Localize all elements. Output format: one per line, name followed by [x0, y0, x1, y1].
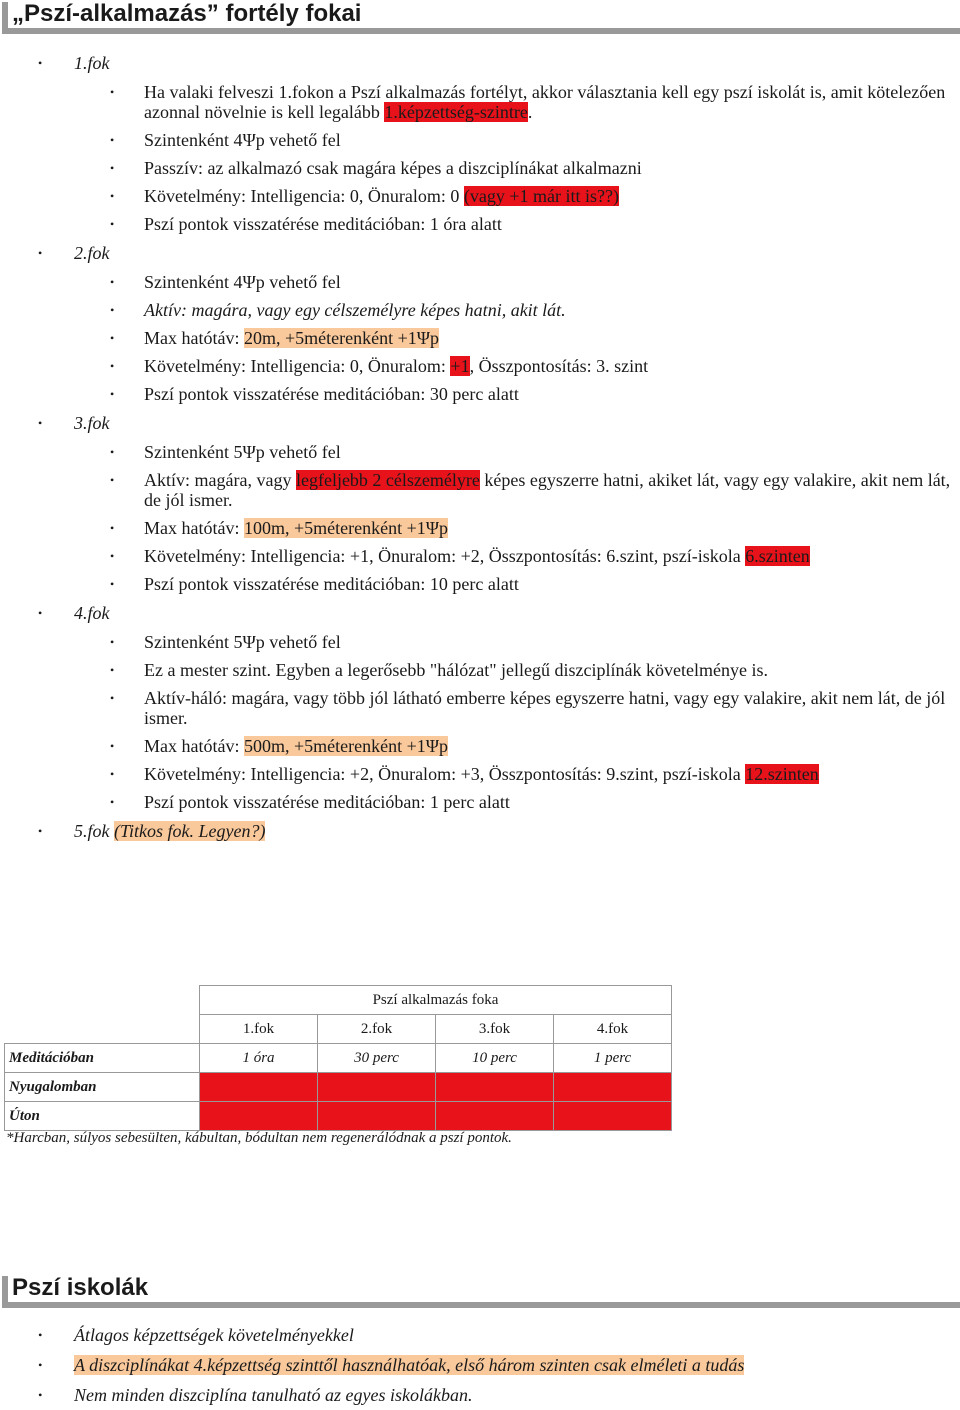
section-title: „Pszí-alkalmazás” fortély fokai [12, 0, 362, 27]
level-details [144, 268, 960, 408]
column-header: 3.fok [436, 1015, 554, 1044]
text-segment: Szintenként 5Ψp vehető fel [144, 442, 341, 462]
detail-item [144, 570, 960, 598]
text-segment: Pszí pontok visszatérése meditációban: 1 óra alatt [144, 214, 502, 234]
detail-item [144, 684, 960, 732]
detail-item [144, 628, 960, 656]
level-label [74, 238, 960, 268]
text-segment: Ha valaki felveszi 1.fokon a Pszí alkalmazás fortélyt, akkor választania kell egy pszí iskolát is, amit kötelezően azonnal növelnie is kell legalább [144, 82, 946, 122]
detail-item [144, 514, 960, 542]
text-segment: Aktív: magára, vagy egy célszemélyre képes hatni, akit lát. [144, 300, 566, 320]
row-label: Meditációban [5, 1044, 200, 1073]
table-cell [200, 1102, 318, 1131]
detail-item [144, 732, 960, 760]
text-segment: Passzív: az alkalmazó csak magára képes a diszciplínákat alkalmazni [144, 158, 642, 178]
row-label: Nyugalomban [5, 1073, 200, 1102]
school-item [0, 1380, 960, 1410]
detail-item [144, 296, 960, 324]
detail-item [144, 466, 960, 514]
table-cell: 1 óra [200, 1044, 318, 1073]
table-cell [554, 1073, 672, 1102]
text-segment: Max hatótáv: [144, 518, 244, 538]
header-underline [2, 28, 960, 34]
column-header: 2.fok [318, 1015, 436, 1044]
highlight-red: +1 [450, 356, 470, 376]
header-underline [2, 1302, 960, 1308]
level-name: 2.fok [74, 243, 110, 263]
column-header: 4.fok [554, 1015, 672, 1044]
highlight-red: 6.szinten [745, 546, 810, 566]
text-segment: Aktív: magára, vagy [144, 470, 296, 490]
text-segment: Ez a mester szint. Egyben a legerősebb "hálózat" jellegű diszciplínák követelménye is. [144, 660, 768, 680]
level-details [144, 438, 960, 598]
text-segment: Pszí pontok visszatérése meditációban: 1 perc alatt [144, 792, 510, 812]
level-item [0, 816, 960, 846]
level-label [74, 48, 960, 78]
highlight-orange: 500m, +5méterenként +1Ψp [243, 736, 449, 756]
level-details [144, 628, 960, 816]
table-cell: 30 perc [318, 1044, 436, 1073]
text-segment: Pszí pontok visszatérése meditációban: 10 perc alatt [144, 574, 519, 594]
detail-item [144, 154, 960, 182]
highlight-orange: 20m, +5méterenként +1Ψp [243, 328, 440, 348]
text-segment: képes egyszerre hatni, akiket lát, vagy egy valakire, akit nem lát, de jól ismer. [144, 470, 951, 510]
text-segment: Szintenként 4Ψp vehető fel [144, 272, 341, 292]
detail-item [144, 438, 960, 466]
highlight-orange: 100m, +5méterenként +1Ψp [243, 518, 449, 538]
level-name: 4.fok [74, 603, 110, 623]
text-segment: Max hatótáv: [144, 328, 244, 348]
text-segment: Nem minden diszciplína tanulható az egyes iskolákban. [74, 1385, 473, 1405]
section-title-2: Pszí iskolák [12, 1274, 149, 1301]
text-segment: Átlagos képzettségek követelményekkel [74, 1325, 354, 1345]
table-cell [554, 1102, 672, 1131]
regen-table [4, 985, 672, 1131]
school-item [0, 1320, 960, 1350]
detail-item [144, 324, 960, 352]
text-segment: Követelmény: Intelligencia: 0, Önuralom: 0 [144, 186, 464, 206]
table-cell: 1 perc [554, 1044, 672, 1073]
highlight-red: 1.képzettség-szintre [384, 102, 528, 122]
table-cell [200, 1073, 318, 1102]
detail-item [144, 380, 960, 408]
detail-item [144, 656, 960, 684]
level-item [0, 598, 960, 816]
level-suffix: (Titkos fok. Legyen?) [114, 821, 266, 841]
table-row [5, 1073, 672, 1102]
highlight-red: (vagy +1 már itt is??) [463, 186, 620, 206]
level-label [74, 816, 960, 846]
text-segment: Szintenként 5Ψp vehető fel [144, 632, 341, 652]
section-header [0, 0, 960, 34]
table-header-row [5, 1015, 672, 1044]
school-list [0, 1320, 960, 1410]
table-cell [318, 1073, 436, 1102]
detail-item [144, 78, 960, 126]
detail-item [144, 760, 960, 788]
text-segment: Max hatótáv: [144, 736, 244, 756]
table-caption: Pszí alkalmazás foka [200, 986, 672, 1015]
table-caption-row [5, 986, 672, 1015]
detail-item [144, 352, 960, 380]
school-item [0, 1350, 960, 1380]
text-segment: Követelmény: Intelligencia: 0, Önuralom: [144, 356, 451, 376]
table-cell [318, 1102, 436, 1131]
table-cell [436, 1102, 554, 1131]
level-label [74, 598, 960, 628]
highlight-red: 12.szinten [745, 764, 819, 784]
level-name: 1.fok [74, 53, 110, 73]
detail-item [144, 542, 960, 570]
table-note: *Harcban, súlyos sebesülten, kábultan, bódultan nem regenerálódnak a pszí pontok. [6, 1130, 512, 1146]
text-segment: Pszí pontok visszatérése meditációban: 30 perc alatt [144, 384, 519, 404]
highlight-red: legfeljebb 2 célszemélyre [295, 470, 480, 490]
detail-item [144, 788, 960, 816]
level-list [0, 48, 960, 846]
text-segment: Követelmény: Intelligencia: +1, Önuralom: +2, Összpontosítás: 6.szint, pszí-iskola [144, 546, 746, 566]
level-name: 3.fok [74, 413, 110, 433]
detail-item [144, 268, 960, 296]
level-details [144, 78, 960, 238]
detail-item [144, 210, 960, 238]
row-label: Úton [5, 1102, 200, 1131]
table-cell: 10 perc [436, 1044, 554, 1073]
level-item [0, 48, 960, 238]
highlight-orange: A diszciplínákat 4.képzettség szinttől használhatóak, első három szinten csak elméleti a tudás [74, 1355, 745, 1375]
level-item [0, 238, 960, 408]
level-name: 5.fok [74, 821, 110, 841]
column-header: 1.fok [200, 1015, 318, 1044]
text-segment: Aktív-háló: magára, vagy több jól látható emberre képes egyszerre hatni, vagy egy valakire, akit nem lát, de jól ismer. [144, 688, 946, 728]
text-segment: . [527, 102, 533, 122]
text-segment: , Összpontosítás: 3. szint [469, 356, 649, 376]
text-segment: Szintenként 4Ψp vehető fel [144, 130, 341, 150]
level-item [0, 408, 960, 598]
table-row [5, 1102, 672, 1131]
detail-item [144, 182, 960, 210]
table-row [5, 1044, 672, 1073]
section-header-2 [0, 1274, 960, 1308]
level-label [74, 408, 960, 438]
text-segment: Követelmény: Intelligencia: +2, Önuralom: +3, Összpontosítás: 9.szint, pszí-iskola [144, 764, 746, 784]
table-cell [436, 1073, 554, 1102]
detail-item [144, 126, 960, 154]
